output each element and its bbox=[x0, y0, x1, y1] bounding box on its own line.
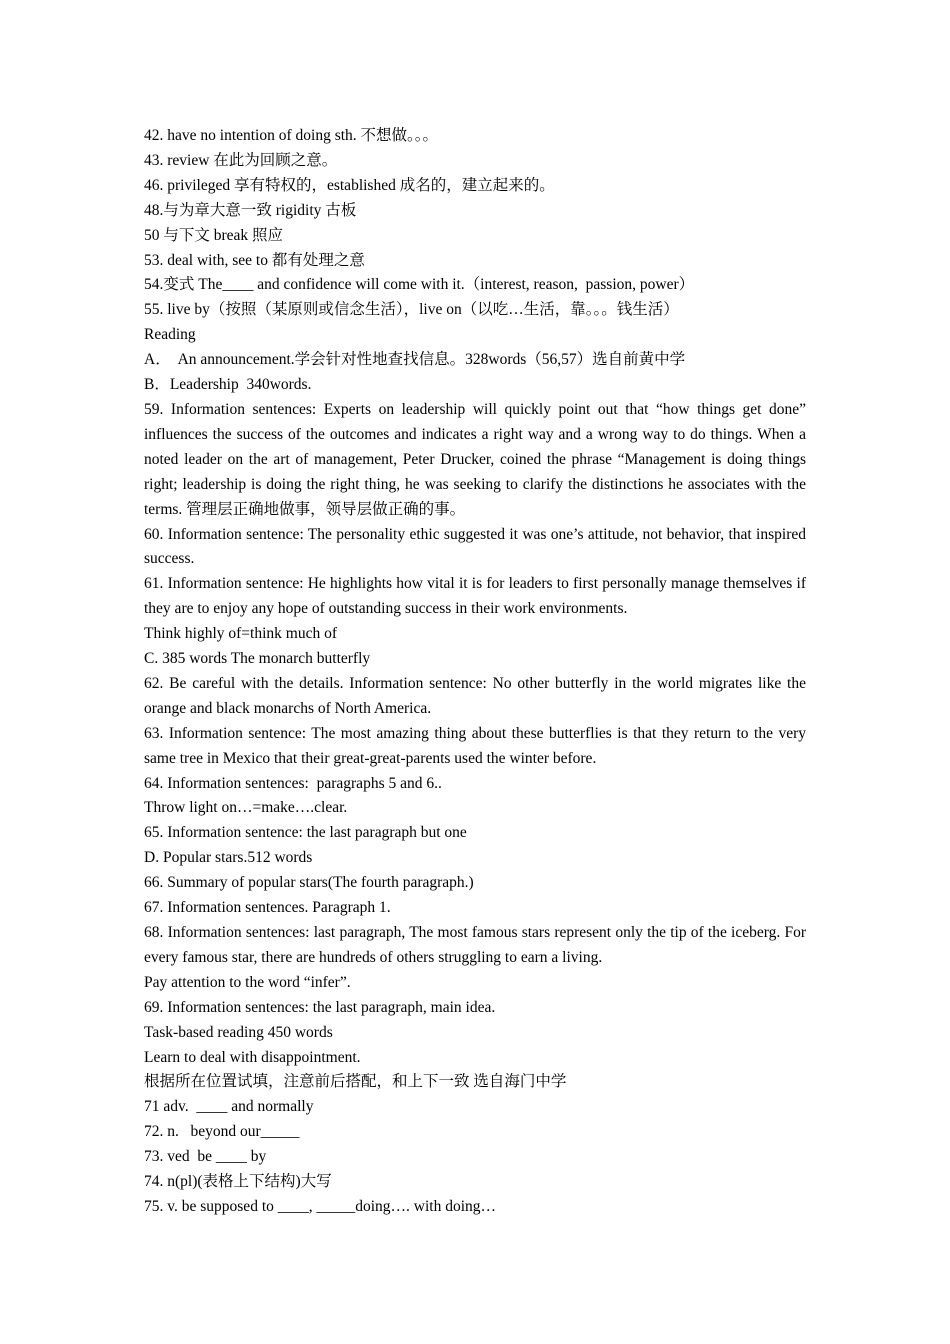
note-66: 66. Summary of popular stars(The fourth paragraph.) bbox=[144, 874, 474, 892]
note-63: 63. Information sentence: The most amazing thing about these butterflies is that they return to the very same tree in Mexico that their great-great-parents used the winter before. bbox=[144, 724, 806, 767]
note-61: 61. Information sentence: He highlights how vital it is for leaders to first personally manage themselves if they are to enjoy any hope of outstanding success in their work environments. bbox=[144, 575, 806, 618]
note-64: 64. Information sentences: paragraphs 5 and 6.. bbox=[144, 774, 442, 792]
task-tip: 根据所在位置试填，注意前后搭配，和上下一致 选自海门中学 bbox=[144, 1073, 567, 1091]
note-55: 55. live by（按照（某原则或信念生活），live on（以吃…生活，靠。。。钱生活） bbox=[144, 301, 679, 319]
section-heading-reading: Reading bbox=[144, 326, 196, 344]
note-50: 50 与下文 break 照应 bbox=[144, 226, 284, 244]
phrase-think-highly: Think highly of=think much of bbox=[144, 625, 338, 643]
phrase-throw-light: Throw light on…=make….clear. bbox=[144, 799, 348, 817]
reading-c: C. 385 words The monarch butterfly bbox=[144, 650, 371, 668]
task-title: Learn to deal with disappointment. bbox=[144, 1048, 361, 1066]
note-71: 71 adv. ____ and normally bbox=[144, 1098, 314, 1116]
note-72: 72. n. beyond our_____ bbox=[144, 1123, 300, 1141]
note-48: 48.与为章大意一致 rigidity 古板 bbox=[144, 201, 357, 219]
document-body bbox=[144, 124, 806, 1220]
note-67: 67. Information sentences. Paragraph 1. bbox=[144, 899, 391, 917]
note-65: 65. Information sentence: the last paragraph but one bbox=[144, 824, 467, 842]
note-73: 73. ved be ____ by bbox=[144, 1148, 267, 1166]
note-53: 53. deal with, see to 都有处理之意 bbox=[144, 251, 365, 269]
note-68: 68. Information sentences: last paragraph, The most famous stars represent only the tip of the iceberg. For every famous star, there are hundreds of others struggling to earn a living. bbox=[144, 924, 806, 966]
note-46: 46. privileged 享有特权的，established 成名的，建立起来的。 bbox=[144, 176, 555, 194]
note-54: 54.变式 The____ and confidence will come with it.（interest, reason, passion, power） bbox=[144, 276, 695, 294]
note-43: 43. review 在此为回顾之意。 bbox=[144, 151, 338, 169]
note-infer: Pay attention to the word “infer”. bbox=[144, 973, 351, 991]
reading-b: B．Leadership 340words. bbox=[144, 376, 312, 394]
reading-a: A． An announcement.学会针对性地查找信息。328words（56,57）选自前黄中学 bbox=[144, 351, 686, 369]
note-59: 59. Information sentences: Experts on leadership will quickly point out that “how things get done” influences the success of the outcomes and indicates a right way and a wrong way to do things. When a noted leader on the art of management, Peter Drucker, coined the phrase “Management is doing things right; leadership is doing the right thing, he was seeking to clarify the distinctions he associates with the terms. 管理层正确地做事，领导层做正确的事。 bbox=[144, 400, 806, 518]
note-75: 75. v. be supposed to ____, _____doing…. with doing… bbox=[144, 1197, 497, 1215]
reading-d: D. Popular stars.512 words bbox=[144, 849, 313, 867]
note-74: 74. n(pl)(表格上下结构)大写 bbox=[144, 1173, 332, 1191]
note-60: 60. Information sentence: The personality ethic suggested it was one’s attitude, not behavior, that inspired success. bbox=[144, 525, 806, 568]
note-42: 42. have no intention of doing sth. 不想做。。。 bbox=[144, 127, 439, 144]
section-heading-task-reading: Task-based reading 450 words bbox=[144, 1023, 333, 1041]
note-69: 69. Information sentences: the last paragraph, main idea. bbox=[144, 998, 496, 1016]
note-62: 62. Be careful with the details. Information sentence: No other butterfly in the world migrates like the orange and black monarchs of North America. bbox=[144, 674, 806, 717]
